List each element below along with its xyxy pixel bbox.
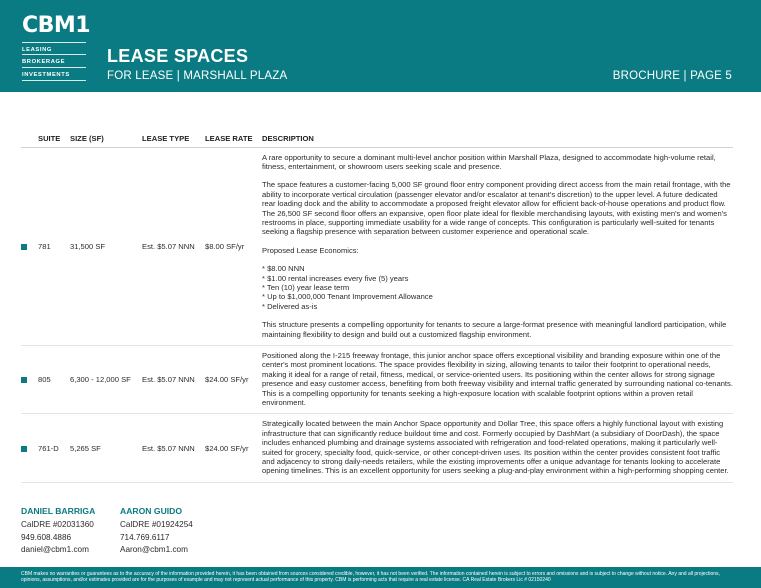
contact-name: DANIEL BARRIGA [21,506,96,516]
logo-wordmark: CBM1 [22,13,91,38]
cbm1-logo [22,13,91,81]
lease-rate-cell: $8.00 SF/yr [205,147,262,346]
table-row [21,414,733,482]
lease-type-cell: Est. $5.07 NNN [142,346,205,414]
page-number-label: BROCHURE | PAGE 5 [612,70,732,82]
logo-line-leasing: LEASING [22,42,86,55]
lease-type-cell: Est. $5.07 NNN [142,414,205,482]
description-paragraph: Strategically located between the main Anchor Space opportunity and Dollar Tree, this space offers a highly functional layout with existing infrastructure that can significantly reduce buildout time and cost. Formerly occupied by DashMart (a subsidiary of DoorDash), the space includes enhanced plumbing and drainage systems associated with refrigeration and food-related operations, making it particularly well-suited for grocery, specialty food, quick-service, or other concept-driven uses. Its position within the center provides consistent foot traffic and adjacency to strong daily-needs retailers, while the existing improvements offer a unique advantage for tenants looking to accelerate opening timelines. This is an excellent opportunity for users seeking a plug-and-play environment within a high-performing shopping center. [262,419,729,476]
contact-name: AARON GUIDO [120,506,183,516]
suite-cell: 781 [38,147,70,346]
row-bullet-icon [21,377,27,383]
description-paragraph: This structure presents a compelling opportunity for tenants to secure a large-format presence with meaningful landlord participation, while maintaining flexibility to design and build out a customized flagship environment. [262,320,727,339]
description-cell [262,414,733,482]
lease-rate-cell: $24.00 SF/yr [205,346,262,414]
page-title: LEASE SPACES [107,46,249,66]
lease-rate-cell: $24.00 SF/yr [205,414,262,482]
header-suite: SUITE [38,129,70,147]
table-row [21,147,733,346]
contact-license: CalDRE #02031360 [21,520,94,529]
size-cell: 6,300 - 12,000 SF [70,346,142,414]
header-description: DESCRIPTION [262,129,733,147]
description-cell [262,147,733,346]
contact-license: CalDRE #01924254 [120,520,193,529]
lease-spaces-table [21,129,733,483]
contact-email[interactable]: Aaron@cbm1.com [120,545,188,554]
lease-type-cell: Est. $5.07 NNN [142,147,205,346]
contact-phone[interactable]: 714.769.6117 [120,532,170,542]
page-subtitle: FOR LEASE | MARSHALL PLAZA [107,70,288,82]
table-header-row [21,129,733,147]
row-bullet-icon [21,446,27,452]
table-row [21,346,733,414]
header-lease-type: LEASE TYPE [142,129,205,147]
description-cell [262,346,733,414]
description-bullet-list: * $8.00 NNN * $1.00 rental increases every five (5) years * Ten (10) year lease term * Up to $1,000,000 Tenant Improvement Allowance * Delivered as-is [262,264,433,311]
logo-line-investments: INVESTMENTS [22,68,86,81]
suite-cell: 805 [38,346,70,414]
suite-cell: 761-D [38,414,70,482]
description-paragraph: The space features a customer-facing 5,000 SF ground floor entry component providing direct access from the main retail frontage, with the ability to incorporate vertical circulation (passenger elevator and/or escalator at tenant's discretion) to the upper level. A future dedicated rear loading dock and the ability to accommodate a proposed freight elevator allow for efficient back-of-house operations and product flow. The 26,500 SF second floor offers an expansive, open floor plate ideal for flexible merchandising layouts, with existing men's and women's restrooms in place, supporting immediate usability for a wide range of concepts. This configuration is particularly well-suited for tenants seeking a flagship presence with separation between customer experience and operational scale. [262,180,731,237]
description-paragraph: Proposed Lease Economics: [262,245,359,255]
page-header [0,0,761,92]
footer-disclaimer: CBM makes no warranties or guarantees as to the accuracy of the information provided herein, it has been obtained from sources considered credible, however, it has not been verified. The information contained herein is subject to errors and omissions and is subject to change without notice. Any and all projections, opinions, assumptions, and/or estimates provided are for the purposes of example and may not represent actual performance of this property. CBM is performing acts that require a real estate license. CA Real Estate Brokers Lic # 02150240 [0,567,761,588]
description-paragraph: A rare opportunity to secure a dominant multi-level anchor position within Marshall Plaza, designed to accommodate high-volume retail, fitness, entertainment, or showroom users seeking scale and presence. [262,152,716,171]
size-cell: 5,265 SF [70,414,142,482]
contact-card [21,505,121,557]
header-bullet [21,129,38,147]
logo-line-brokerage: BROKERAGE [22,55,86,68]
row-bullet-icon [21,244,27,250]
contact-card [120,505,220,557]
description-paragraph: Positioned along the I-215 freeway frontage, this junior anchor space offers exceptional visibility and branding exposure within one of the center's most prominent locations. The space provides flexibility in sizing, allowing tenants to tailor their footprint to operational needs, making it ideal for a range of retail, fitness, medical, or service-oriented users. Its positioning within the center allows for strong signage presence and easy customer access, benefiting from both freeway visibility and internal traffic generated by surrounding national co-tenants. This is a compelling opportunity for tenants seeking a high-exposure location with scalable footprint options within a proven retail environment. [262,351,733,408]
size-cell: 31,500 SF [70,147,142,346]
header-size: SIZE (SF) [70,129,142,147]
logo-taglines [22,42,86,81]
contact-email[interactable]: daniel@cbm1.com [21,545,89,554]
header-lease-rate: LEASE RATE [205,129,262,147]
contact-phone[interactable]: 949.608.4886 [21,532,72,542]
